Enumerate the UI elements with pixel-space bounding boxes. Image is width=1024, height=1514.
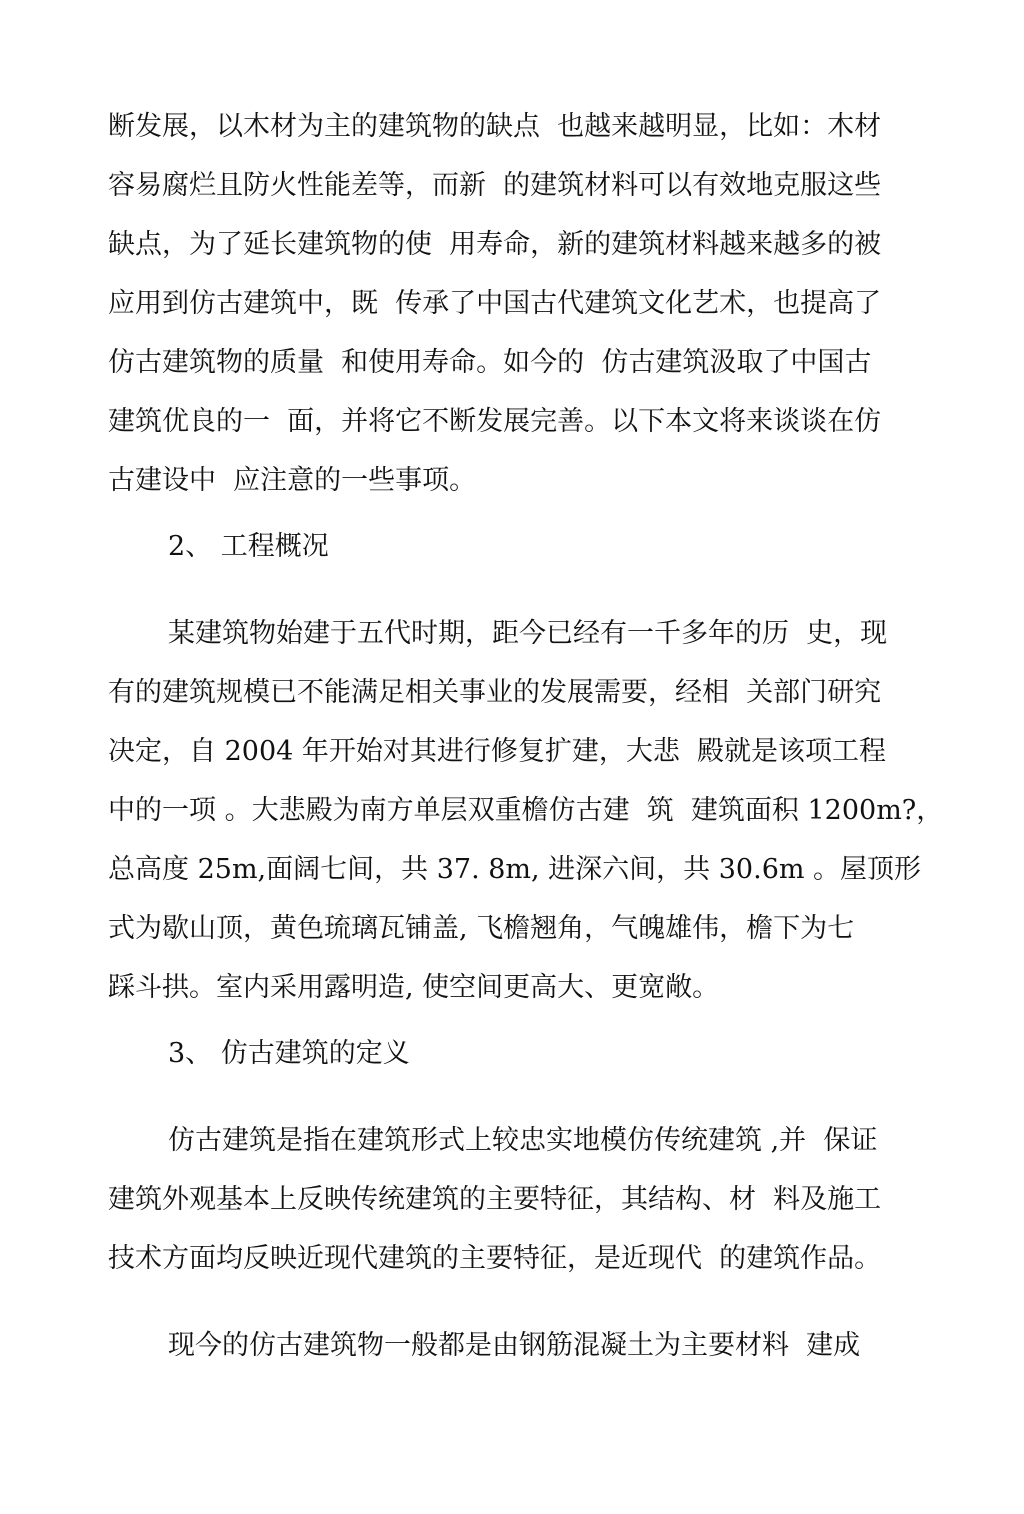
- paragraph1-line-5: 仿古建筑物的质量 和使用寿命。如今的 仿古建筑汲取了中国古: [108, 347, 872, 378]
- paragraph2-line-2: 有的建筑规模已不能满足相关事业的发展需要，经相 关部门研究: [108, 677, 882, 708]
- paragraph2-line-7: 踩斗拱。室内采用露明造, 使空间更高大、更宽敞。: [108, 972, 720, 1003]
- paragraph1-line-1: 断发展，以木材为主的建筑物的缺点 也越来越明显，比如：木材: [108, 111, 882, 142]
- section-3-heading: 3、 仿古建筑的定义: [168, 1038, 410, 1069]
- paragraph1-line-2: 容易腐烂且防火性能差等，而新 的建筑材料可以有效地克服这些: [108, 170, 882, 201]
- paragraph2-line-6: 式为歇山顶，黄色琉璃瓦铺盖, 飞檐翘角，气魄雄伟，檐下为七: [108, 913, 855, 944]
- paragraph1-line-3: 缺点，为了延长建筑物的使 用寿命，新的建筑材料越来越多的被: [108, 229, 882, 260]
- section-2-heading: 2、 工程概况: [168, 531, 329, 562]
- paragraph4-line-1: 现今的仿古建筑物一般都是由钢筋混凝土为主要材料 建成: [168, 1330, 861, 1361]
- paragraph2-line-1: 某建筑物始建于五代时期，距今已经有一千多年的历 史，现: [168, 618, 888, 649]
- paragraph2-line-3: 决定，自 2004 年开始对其进行修复扩建，大悲 殿就是该项工程: [108, 736, 887, 767]
- paragraph2-line-5: 总高度 25m,面阔七间，共 37. 8m, 进深六间，共 30.6m 。屋顶形: [108, 854, 922, 885]
- paragraph3-line-3: 技术方面均反映近现代建筑的主要特征，是近现代 的建筑作品。: [108, 1243, 882, 1274]
- paragraph1-line-4: 应用到仿古建筑中，既 传承了中国古代建筑文化艺术，也提高了: [108, 288, 882, 319]
- paragraph3-line-2: 建筑外观基本上反映传统建筑的主要特征，其结构、材 料及施工: [108, 1184, 882, 1215]
- paragraph1-line-6: 建筑优良的一 面，并将它不断发展完善。以下本文将来谈谈在仿: [108, 406, 882, 437]
- paragraph2-line-4: 中的一项 。大悲殿为南方单层双重檐仿古建 筑 建筑面积 1200m?，: [108, 795, 944, 826]
- paragraph1-line-7: 古建设中 应注意的一些事项。: [108, 465, 477, 496]
- paragraph3-line-1: 仿古建筑是指在建筑形式上较忠实地模仿传统建筑 ,并 保证: [168, 1125, 878, 1156]
